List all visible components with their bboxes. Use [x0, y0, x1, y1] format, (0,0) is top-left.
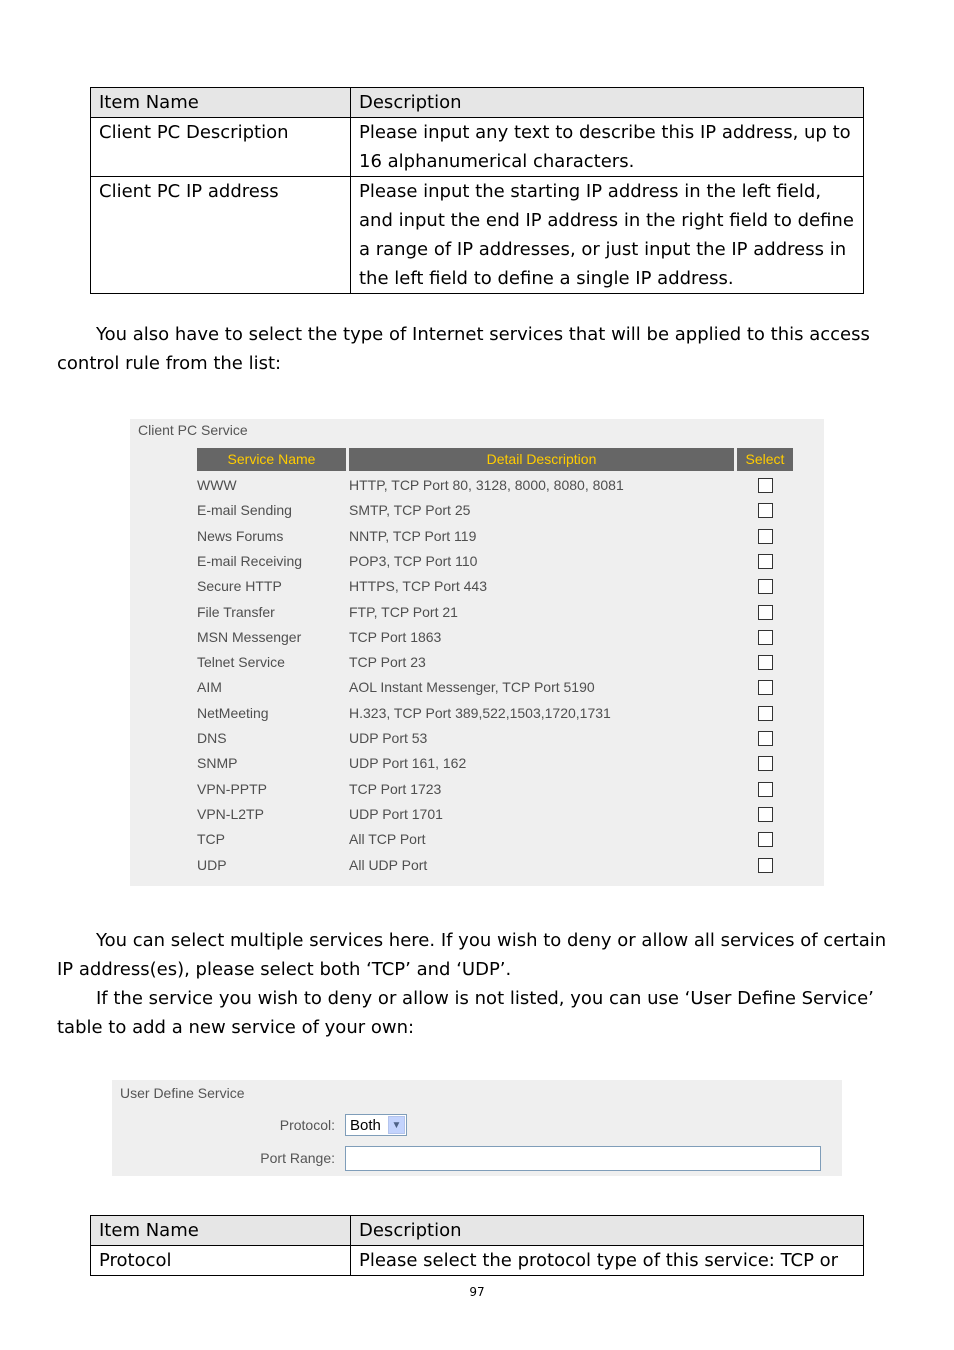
service-row	[130, 701, 824, 726]
service-name: File Transfer	[197, 603, 275, 620]
service-select-checkbox[interactable]	[758, 706, 773, 721]
item-description-table-2	[90, 1215, 864, 1276]
header-description: Description	[351, 88, 864, 118]
service-select-checkbox[interactable]	[758, 858, 773, 873]
services-intro-paragraph	[57, 320, 897, 378]
description-cell: Please select the protocol type of this service: TCP or	[351, 1246, 864, 1276]
service-description: NNTP, TCP Port 119	[349, 527, 477, 544]
service-description: All TCP Port	[349, 831, 426, 848]
panel-title: Client PC Service	[138, 422, 248, 438]
service-row	[130, 650, 824, 675]
service-row	[130, 777, 824, 802]
service-row	[130, 600, 824, 625]
service-row	[130, 827, 824, 852]
page-number: 97	[469, 1285, 485, 1299]
service-select-checkbox[interactable]	[758, 630, 773, 645]
paragraph-line: control rule from the list:	[57, 353, 282, 374]
item-description-table-1	[90, 87, 864, 294]
service-description: POP3, TCP Port 110	[349, 552, 478, 569]
service-description: HTTP, TCP Port 80, 3128, 8000, 8080, 8081	[349, 477, 624, 493]
header-item-name: Item Name	[91, 88, 351, 118]
item-name-cell: Client PC Description	[91, 118, 351, 177]
item-name-cell: Protocol	[91, 1246, 351, 1276]
paragraph-line: If the service you wish to deny or allow is not listed, you can use ‘User Define Service’	[96, 988, 874, 1009]
service-description: AOL Instant Messenger, TCP Port 5190	[349, 679, 595, 696]
service-select-checkbox[interactable]	[758, 782, 773, 797]
service-select-checkbox[interactable]	[758, 655, 773, 670]
service-select-checkbox[interactable]	[758, 832, 773, 847]
service-description: TCP Port 1863	[349, 628, 442, 645]
paragraph-line: You also have to select the type of Internet services that will be applied to this access	[96, 324, 870, 345]
service-row	[130, 802, 824, 827]
user-define-service-panel	[112, 1080, 842, 1176]
port-range-label: Port Range:	[260, 1150, 335, 1166]
paragraph-line: IP address(es), please select both ‘TCP’ and ‘UDP’.	[57, 959, 512, 980]
table-row	[91, 177, 864, 294]
service-description: SMTP, TCP Port 25	[349, 502, 471, 519]
table-row	[91, 1246, 864, 1276]
service-description: H.323, TCP Port 389,522,1503,1720,1731	[349, 704, 611, 721]
description-cell: Please input the starting IP address in the left field, and input the end IP address in the right field to define a range of IP addresses, or just input the IP address in the left field to define a single IP address.	[351, 177, 864, 294]
table-row	[91, 118, 864, 177]
service-name: E-mail Sending	[197, 502, 292, 519]
service-row	[130, 524, 824, 549]
service-name: VPN-L2TP	[197, 805, 264, 822]
service-select-checkbox[interactable]	[758, 554, 773, 569]
service-description: UDP Port 53	[349, 730, 428, 746]
service-select-checkbox[interactable]	[758, 756, 773, 771]
service-name: Secure HTTP	[197, 578, 282, 595]
service-name: SNMP	[197, 755, 238, 772]
protocol-select[interactable]	[345, 1114, 407, 1136]
service-description: TCP Port 1723	[349, 780, 442, 797]
service-name: VPN-PPTP	[197, 780, 268, 797]
service-name: NetMeeting	[197, 704, 269, 721]
service-name: E-mail Receiving	[197, 552, 303, 569]
paragraph-line: table to add a new service of your own:	[57, 1017, 415, 1038]
service-select-checkbox[interactable]	[758, 807, 773, 822]
protocol-selected-value: Both	[350, 1117, 381, 1134]
service-select-checkbox[interactable]	[758, 503, 773, 518]
service-row	[130, 675, 824, 700]
detail-description-header: Detail Description	[349, 448, 734, 471]
service-description: All UDP Port	[349, 856, 428, 873]
item-name-cell: Client PC IP address	[91, 177, 351, 294]
service-name: UDP	[197, 856, 227, 873]
service-select-checkbox[interactable]	[758, 680, 773, 695]
service-name-header: Service Name	[197, 448, 346, 471]
table-header-row	[91, 1216, 864, 1246]
service-row	[130, 549, 824, 574]
service-name: News Forums	[197, 527, 284, 544]
protocol-label: Protocol:	[279, 1117, 335, 1133]
service-name: MSN Messenger	[197, 628, 302, 645]
client-pc-service-panel	[130, 419, 824, 886]
multiple-services-paragraph	[57, 926, 897, 1042]
header-description: Description	[351, 1216, 864, 1246]
service-description: TCP Port 23	[349, 654, 426, 671]
panel-title: User Define Service	[120, 1085, 245, 1101]
service-select-checkbox[interactable]	[758, 731, 773, 746]
service-name: WWW	[197, 477, 237, 493]
service-row	[130, 751, 824, 776]
service-select-checkbox[interactable]	[758, 605, 773, 620]
service-row	[130, 853, 824, 878]
chevron-down-icon[interactable]: ▼	[388, 1116, 405, 1134]
service-description: UDP Port 161, 162	[349, 755, 467, 772]
service-select-checkbox[interactable]	[758, 529, 773, 544]
service-description: FTP, TCP Port 21	[349, 603, 458, 620]
paragraph-line: You can select multiple services here. If you wish to deny or allow all services of certain	[96, 930, 887, 951]
service-select-checkbox[interactable]	[758, 579, 773, 594]
select-header: Select	[737, 448, 793, 471]
service-row	[130, 574, 824, 599]
header-item-name: Item Name	[91, 1216, 351, 1246]
service-name: Telnet Service	[197, 654, 285, 671]
service-row	[130, 625, 824, 650]
service-row	[130, 498, 824, 523]
service-description: HTTPS, TCP Port 443	[349, 578, 487, 595]
service-row	[130, 726, 824, 751]
service-select-checkbox[interactable]	[758, 478, 773, 493]
service-name: TCP	[197, 831, 225, 848]
port-range-input[interactable]	[345, 1146, 821, 1171]
service-description: UDP Port 1701	[349, 805, 443, 822]
description-cell: Please input any text to describe this IP address, up to 16 alphanumerical characters.	[351, 118, 864, 177]
service-name: AIM	[197, 679, 222, 696]
service-name: DNS	[197, 730, 227, 746]
service-row	[130, 473, 824, 498]
table-header-row	[91, 88, 864, 118]
